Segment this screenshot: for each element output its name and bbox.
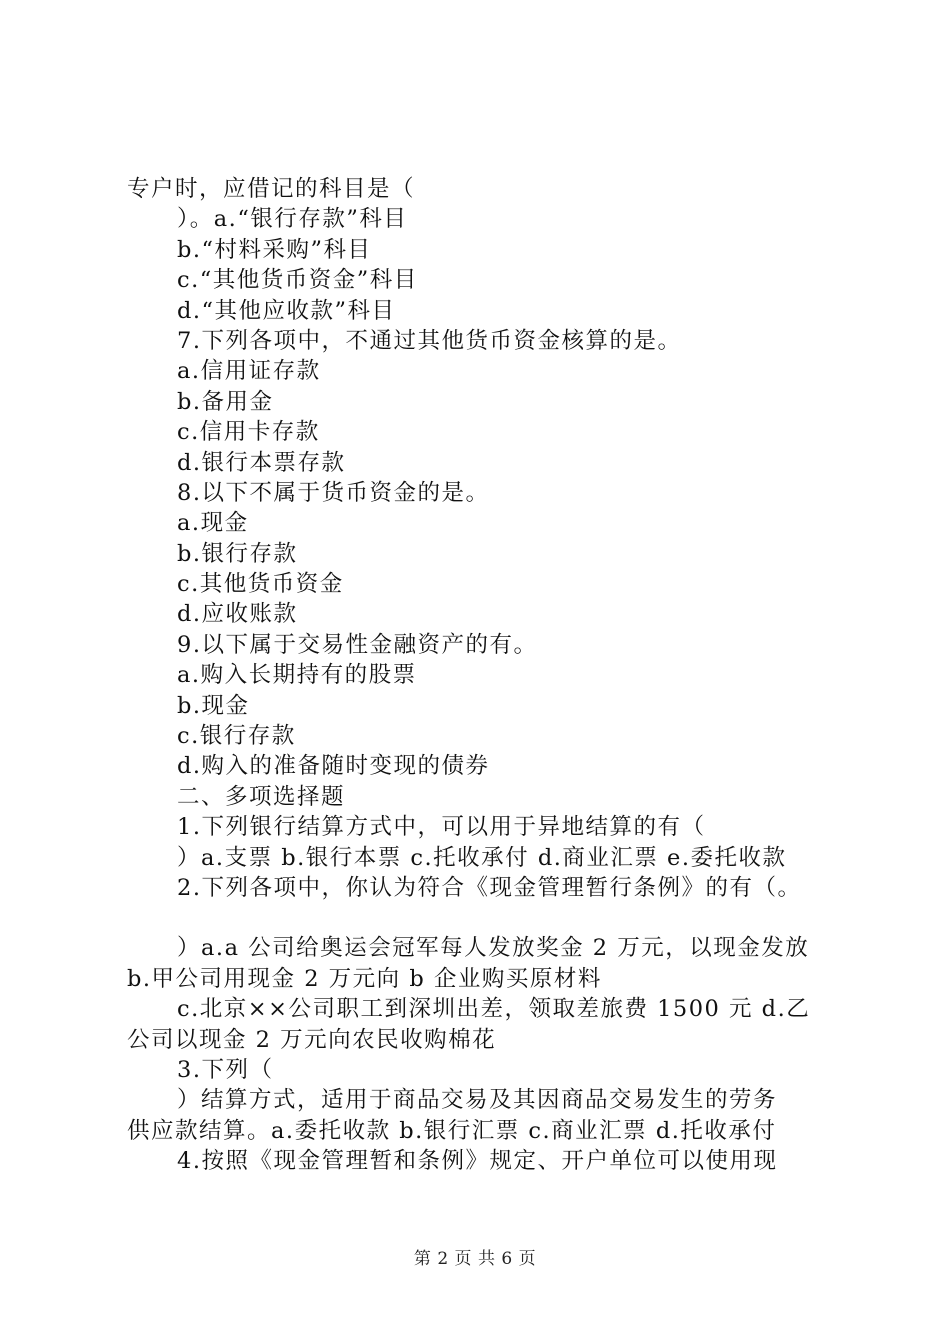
page-footer: 第 2 页 共 6 页 (413, 1249, 537, 1269)
text-line: 8.以下不属于货币资金的是。 (177, 479, 490, 506)
text-line: b.“村料采购”科目 (177, 236, 372, 263)
text-line: 1.下列银行结算方式中，可以用于异地结算的有（ (177, 814, 706, 841)
text-line: a.现金 (177, 510, 249, 537)
text-line: b.备用金 (177, 388, 274, 415)
text-line: c.北京××公司职工到深圳出差，领取差旅费 1500 元 d.乙 (177, 996, 811, 1023)
text-line: 9.以下属于交易性金融资产的有。 (177, 631, 538, 658)
text-line: b.现金 (177, 692, 250, 719)
text-line: b.甲公司用现金 2 万元向 b 企业购买原材料 (127, 965, 602, 992)
text-line: ）a.支票 b.银行本票 c.托收承付 d.商业汇票 e.委托收款 (177, 844, 787, 871)
text-line: ）a.a 公司给奥运会冠军每人发放奖金 2 万元，以现金发放 (177, 935, 810, 962)
blank-line (127, 903, 837, 933)
text-line: d.银行本票存款 (177, 449, 346, 476)
text-line: b.银行存款 (177, 540, 298, 567)
text-line: 公司以现金 2 万元向农民收购棉花 (127, 1026, 497, 1053)
text-line: 4.按照《现金管理暂和条例》规定、开户单位可以使用现 (177, 1148, 778, 1175)
text-line: 供应款结算。a.委托收款 b.银行汇票 c.商业汇票 d.托收承付 (127, 1117, 777, 1144)
text-line: c.信用卡存款 (177, 419, 320, 446)
text-line: d.“其他应收款”科目 (177, 297, 396, 324)
text-line: ）。a.“银行存款”科目 (177, 206, 408, 233)
text-line: 二、多项选择题 (177, 783, 346, 810)
text-line: 专户时，应借记的科目是（ (127, 176, 416, 202)
text-line: a.信用证存款 (177, 358, 321, 385)
text-line: 2.下列各项中，你认为符合《现金管理暂行条例》的有（。 (177, 874, 802, 901)
text-line: d.购入的准备随时变现的债券 (177, 753, 490, 780)
document-body (127, 174, 837, 1177)
text-line: 7.下列各项中，不通过其他货币资金核算的是。 (177, 327, 682, 354)
text-line: d.应收账款 (177, 601, 298, 628)
text-line: 3.下列（ (177, 1056, 274, 1083)
text-line: ）结算方式，适用于商品交易及其因商品交易发生的劳务 (177, 1087, 778, 1114)
text-line: a.购入长期持有的股票 (177, 662, 417, 689)
text-line: c.其他货币资金 (177, 571, 344, 598)
text-line: c.银行存款 (177, 723, 296, 750)
text-line: c.“其他货币资金”科目 (177, 267, 418, 294)
